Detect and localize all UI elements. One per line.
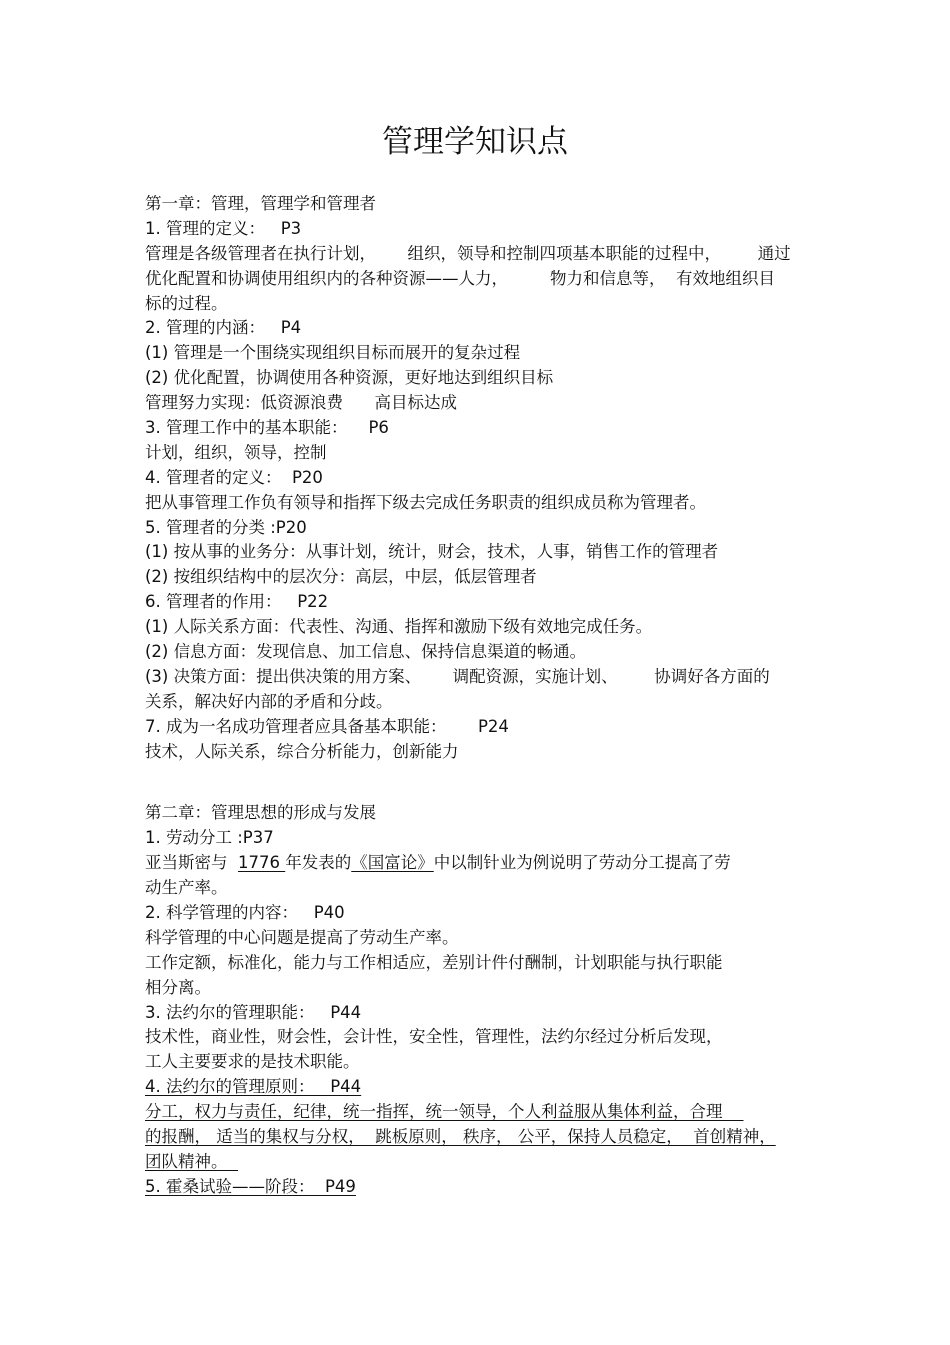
text-line: (3) 决策方面：提出供决策的用方案、 调配资源，实施计划、 协调好各方面的: [145, 666, 770, 686]
text-line: (1) 人际关系方面：代表性、沟通、指挥和激励下级有效地完成任务。: [145, 617, 653, 637]
page-title: 管理学知识点: [382, 124, 568, 160]
text-line: 1. 劳动分工 :P37: [145, 828, 274, 848]
text-line: 优化配置和协调使用组织内的各种资源——人力， 物力和信息等， 有效地组织目: [145, 268, 775, 288]
text-line: 动生产率。: [145, 878, 228, 898]
text-line: 计划，组织，领导，控制: [145, 442, 327, 462]
text-line: 5. 管理者的分类 :P20: [145, 517, 307, 537]
text-line: 工作定额，标准化，能力与工作相适应，差别计件付酬制，计划职能与执行职能: [145, 952, 723, 972]
underlined-line: 的报酬， 适当的集权与分权， 跳板原则， 秩序， 公平，保持人员稳定， 首创精神，: [145, 1126, 776, 1146]
text-line: 把从事管理工作负有领导和指挥下级去完成任务职责的组织成员称为管理者。: [145, 492, 706, 512]
text-line: 7. 成为一名成功管理者应具备基本职能： P24: [145, 716, 509, 736]
text-line: (2) 按组织结构中的层次分：高层，中层，低层管理者: [145, 567, 537, 587]
chapter-heading: 第一章：管理，管理学和管理者: [145, 194, 376, 213]
underlined-line: 团队精神。: [145, 1151, 238, 1171]
text-line: 3. 管理工作中的基本职能： P6: [145, 418, 389, 438]
chapter-heading: 第二章：管理思想的形成与发展: [145, 803, 376, 823]
text-span: 中以制针业为例说明了劳动分工提高了劳: [433, 853, 731, 873]
text-line: 技术性，商业性，财会性，会计性，安全性，管理性，法约尔经过分析后发现，: [145, 1027, 723, 1047]
text-line: 技术，人际关系，综合分析能力，创新能力: [145, 741, 459, 761]
text-line: 科学管理的中心问题是提高了劳动生产率。: [145, 927, 459, 947]
text-line: 3. 法约尔的管理职能： P44: [145, 1002, 362, 1022]
text-line: 相分离。: [145, 977, 211, 997]
text-line: 4. 管理者的定义： P20: [145, 467, 323, 487]
text-line: 2. 管理的内涵： P4: [145, 318, 302, 338]
year-text: 1776: [238, 853, 286, 873]
spacer: [145, 764, 815, 789]
underlined-line: 分工，权力与责任，纪律，统一指挥，统一领导，个人利益服从集体利益，合理: [145, 1102, 744, 1122]
text-line: (2) 优化配置，协调使用各种资源，更好地达到组织目标: [145, 368, 554, 388]
text-line: (2) 信息方面：发现信息、加工信息、保持信息渠道的畅通。: [145, 642, 587, 662]
text-line: 6. 管理者的作用： P22: [145, 592, 329, 612]
text-line: 关系，解决好内部的矛盾和分歧。: [145, 691, 393, 711]
text-line: [145, 851, 815, 876]
text-line: 标的过程。: [145, 293, 228, 313]
text-line: 管理是各级管理者在执行计划， 组织，领导和控制四项基本职能的过程中， 通过: [145, 243, 791, 263]
text-line: (1) 管理是一个围绕实现组织目标而展开的复杂过程: [145, 343, 521, 363]
text-line: 1. 管理的定义： P3: [145, 218, 302, 238]
underlined-line: 5. 霍桑试验——阶段： P49: [145, 1176, 356, 1196]
text-line: 工人主要要求的是技术职能。: [145, 1052, 360, 1072]
document-body: [145, 192, 815, 1200]
text-span: 亚当斯密与: [145, 853, 238, 873]
text-line: 管理努力实现：低资源浪费 高目标达成: [145, 393, 457, 413]
text-line: 2. 科学管理的内容： P40: [145, 902, 345, 922]
book-title: 《国富论》: [351, 853, 434, 873]
text-span: 年发表的: [285, 853, 352, 873]
text-line: (1) 按从事的业务分：从事计划，统计，财会，技术，人事，销售工作的管理者: [145, 542, 719, 562]
underlined-line: 4. 法约尔的管理原则： P44: [145, 1077, 362, 1097]
